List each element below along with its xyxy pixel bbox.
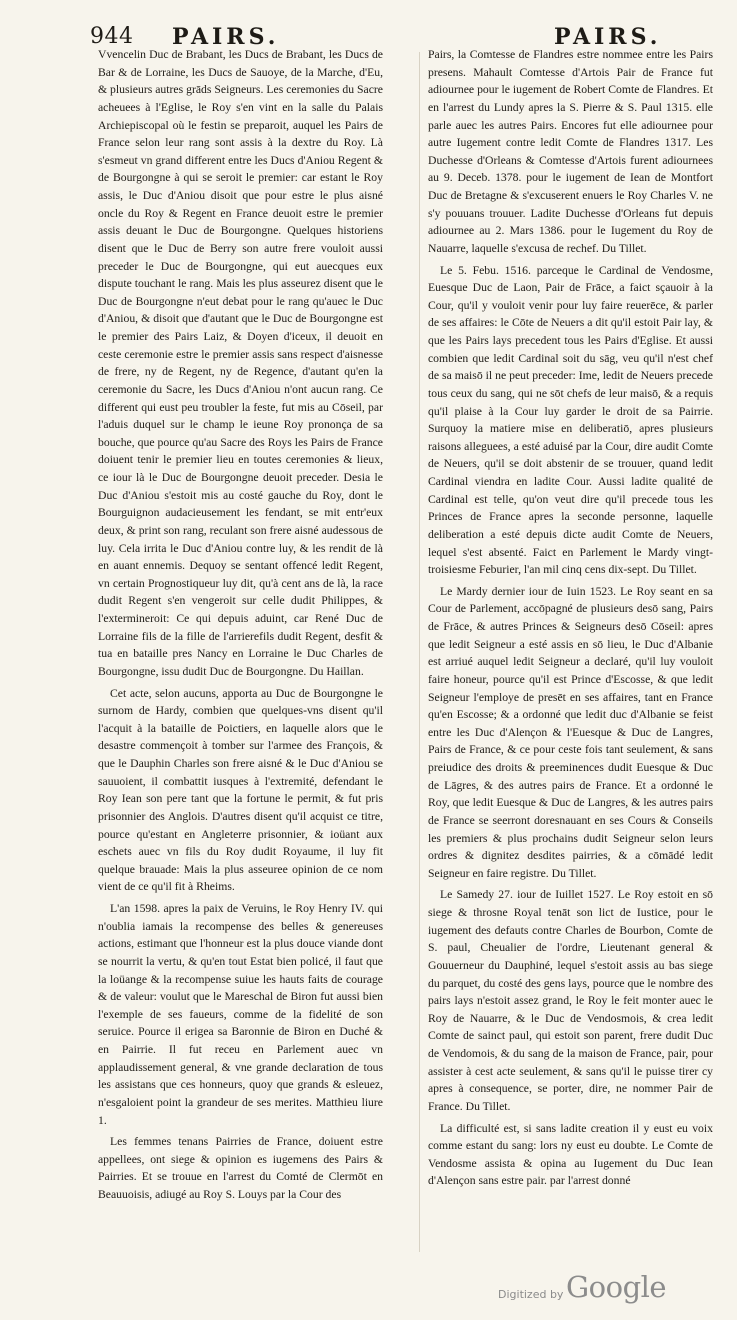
right-column <box>428 46 713 1256</box>
paragraph: Pairs, la Comtesse de Flandres estre nommee entre les Pairs presens. Mahault Comtesse d'Artois Pair de France fut adiournee pour le iugement de Robert Comte de Flandres. Et en l'arrest du Lundy apres la S. Pierre & S. Paul 1315. elle parle auec les autres Pairs. Encores fut elle adiournee pour autre Iugement contre ledit Comte de Flandres 1317. Les Duchesse d'Orleans & Comtesse d'Artois furent adiournees au 9. Deceb. 1378. pour le iugement de Iean de Montfort Duc de Bretagne & s'excuserent enuers le Roy Charles V. ne s'y pouuans trouuer. Ladite Duchesse d'Orleans fut depuis adiournee au 2. Mars 1386. pour le Iugement du Roy de Nauarre, laquelle s'excusa de rechef. Du Tillet. <box>428 48 713 255</box>
left-column <box>98 46 383 1256</box>
paragraph: Le 5. Febu. 1516. parceque le Cardinal de Vendosme, Euesque Duc de Laon, Pair de Frāce, a faict sçauoir à la Cour, qu'il y vouloit venir pour luy faire reuerēce, & parler de ses affaires: le Cōte de Neuers a dit qu'il estoit Pair lay, & que les Pairs lays precedent tous les Pairs d'Eglise. Et aussi combien que ledit Cardinal soit du sāg, veu qu'il n'est chef de sa maisō il ne peut preceder: Ime, ledit de Neuers precede tous ceux du sang, qui ne sōt chefs de leur maisō, & a requis qu'il plaise à la Cour luy garder le droit de sa Pairrie. Surquoy la matiere mise en deliberatiō, apres plusieurs raisons alleguees, a esté aduisé par la Cour, dire audit Comte de Neuers, qu'il se doit abstenir de se trouuer, quand ledit Cardinal viendra en ladite Cour. Aussi ladite qualité de Cardinal est telle, qu'on veut dire qu'il precede tous les Princes de France apres la seconde personne, laquelle deliberation a esté depuis dicte audit Comte de Neuers, lequel s'est absenté. Faict en Parlement le Mardy vingt-troisiesme Feburier, l'an mil cinq cens dix-sept. Du Tillet. <box>428 263 713 577</box>
google-logo-text: Google <box>566 1270 667 1304</box>
paragraph: L'an 1598. apres la paix de Veruins, le Roy Henry IV. qui n'oublia iamais la recompense des belles & genereuses actions, estimant que l'honneur est la plus douce viande dont se nourrit la vertu, & qu'en tout Estat bien policé, il faut que la loüange & la recompense suiue les hauts faits de courage & de valeur: voulut que le Mareschal de Biron fut aussi bien l'exemple de ses faueurs, comme de la fidelité de son seruice. Pource il erigea sa Baronnie de Biron en Duché & en Pairrie. Il fut receu en Parlement auec vn applaudissement general, & vne grande declaration de tous les assistans que ces honneurs, quoy que grands & esleuez, n'esgaloient point la grandeur de ses merites. Matthieu liure 1. <box>98 902 383 1127</box>
page-header <box>0 4 737 50</box>
page-number: 944 <box>90 24 134 49</box>
running-head-left: PAIRS. <box>172 24 280 50</box>
paragraph: Cet acte, selon aucuns, apporta au Duc de Bourgongne le surnom de Hardy, combien que quelques-vns disent qu'il l'acquit à la bataille de Poictiers, en laquelle alors que le desastre commençoit à tomber sur l'armee des François, & que le Dauphin Charles son frere aisné & le Duc d'Aniou se sauuoient, il combattit iusques à l'extremité, defendant le Roy Iean son pere tant que la fortune le permit, & fut pris prisonnier des Anglois. D'autres disent qu'il acquist ce titre, pource qu'estant en Angleterre prisonnier, & ioüant aux eschets auec vn fils du Roy dudit Royaume, il luy fit quelque brauade: Mais la plus asseuree opinion de ce nom vient de ce qu'il fit à Rheims. <box>98 686 383 894</box>
digitized-by-google-watermark <box>498 1270 698 1310</box>
paragraph: Les femmes tenans Pairries de France, doiuent estre appellees, ont siege & opinion es iugemens des Pairs & Pairries. Et se trouue en l'arrest du Comté de Clermōt en Beauuoisis, adiugé au Roy S. Louys par la Cour des <box>98 1135 383 1201</box>
paragraph: La difficulté est, si sans ladite creation il y eust eu voix comme estant du sang: lors ny eust eu doubte. Le Comte de Vendosme assista & opina au Iugement du Duc Iean d'Alençon sans estre pair. par l'arrest donné <box>428 1121 713 1188</box>
running-head-right: PAIRS. <box>554 24 662 50</box>
paragraph: Le Mardy dernier iour de Iuin 1523. Le Roy seant en sa Cour de Parlement, accōpagné de plusieurs desō sang, Pairs de Frāce, & autres Princes & Seigneurs desō Cōseil: apres que ledit Seigneur a esté assis en sō lieu, le Duc d'Albanie est arriué auquel ledit Seigneur a declaré, qu'il luy vouloit faire honeur, pource qu'il est Prince d'Escosse, & que ledit Seigneur l'employe de presēt en ses affaires, tant en France qu'en Escosse; & a ordonné que ledit duc d'Albanie se feist entre les Duc d'Alençon & l'Euesque & Duc de Langres, Pairs de France, & ce pour ceste fois tant seulement, & sans preiudice des droits & preeminences dudit Euesque & Duc de Lāgres, & des autres pairs de France. Et a ordonné le Roy, que ledit Euesque & Duc de Langres, & les autres pairs de France se seerront doresnauant en ses Cours & Conseils les premiers & plus prochains dudit Seigneur selon leurs ordres & dignitez desdites pairries, & a cōmādé ledit Seigneur en faire registre. Du Tillet. <box>428 584 713 880</box>
digitized-by-label: Digitized by <box>498 1288 564 1301</box>
column-gutter <box>419 52 420 1252</box>
paragraph: Le Samedy 27. iour de Iuillet 1527. Le Roy estoit en sō siege & throsne Royal tenāt son lict de Iustice, pour le iugement des defauts contre Charles de Bourbon, Comte de S. paul, Cheualier de l'ordre, Lieutenant general & Gouuerneur du Dauphiné, lequel s'estoit assis au bas siege du parquet, du costé des gens lays, pource que le nombre des pairs lays n'estoit assez grand, le Roy le feit monter auec le Roy de Nauarre, & le Duc de Vendosmois, & crea ledit Comte de sainct paul, qui estoit son parent, frere dudit Duc de Vendomois, & du sang de la maison de France, pair, pour assister à cest acte seulement, & sans qu'il le puisse tirer cy apres à consequence, se porter, dire, ne nommer Pair de France. Du Tillet. <box>428 888 713 1113</box>
paragraph: Vvencelin Duc de Brabant, les Ducs de Brabant, les Ducs de Bar & de Lorraine, les Ducs de Sauoye, de la Marche, d'Eu, & plusieurs autres grāds Seigneurs. Les ceremonies du Sacre acheuees à l'Eglise, le Roy s'en vint en la salle du Palais Archiepiscopal où le festin se preparoit, auquel les Pairs de France selon leur rang sont assis à la dextre du Roy. Là s'esmeut vn grand different entre les Ducs d'Aniou Regent & de Bourgongne à qui se seroit le premier: car estant le Roy assis, le Duc d'Aniou disoit que pour estre le plus aisné oncle du Roy & Regent en France deuoit estre le premier assis deuant le Duc de Bourgongne. Quelques historiens disent que le Duc de Berry son autre frere vouloit aussi preceder le Duc de Bourgongne, qui eut auecques eux dispute touchant le rang. Mais les plus asseurez disent que le Duc de Bourgongne n'eut debat pour le rang qu'auec le Duc d'Aniou, & disoit que d'autant que le Duc de Bourgongne est le premier des Pairs Laiz, & Doyen d'iceux, il deuoit en ceste ceremonie estre le premier assis sans respect d'aisnesse de frere, ny de Regent, ny de Regence, d'autant qu'en la ceremonie du Sacre, les Ducs d'Aniou n'ont aucun rang. Ce different qui eust peu troubler la feste, fut mis au Cōseil, par l'aduis duquel sur le champ le ieune Roy prononça de sa bouche, que pource qu'au Sacre des Roys les Pairs de France doiuent tenir le premier lieu en toutes ceremonies & lieux, ce iour là le Duc de Bourgongne deuoit preceder. Desia le Duc d'Aniou s'estoit mis au costé gauche du Roy, dont le Bourguignon audacieusement les fendant, se mit entr'eux deux, & print son rang, reculant son frere aisné audessous de luy. Cela irrita le Duc d'Aniou contre luy, & les rendit de là en auant ennemis. Dequoy se sentant offencé ledit Regent, vn certain Prognostiqueur luy dit, qu'à cent ans de là, la race dudit Regent s'en vengeroit sur celle dudit Philippes, & l'extermineroit: Ce qui depuis aduint, car René Duc de Lorraine fils de la fille de l'arrierefils dudit Regent, desfit & tua en bataille pres Nancy en Lorraine le Duc Charles de Bourgongne, issu dudit Duc de Bourgongne. Du Haillan. <box>98 48 383 678</box>
